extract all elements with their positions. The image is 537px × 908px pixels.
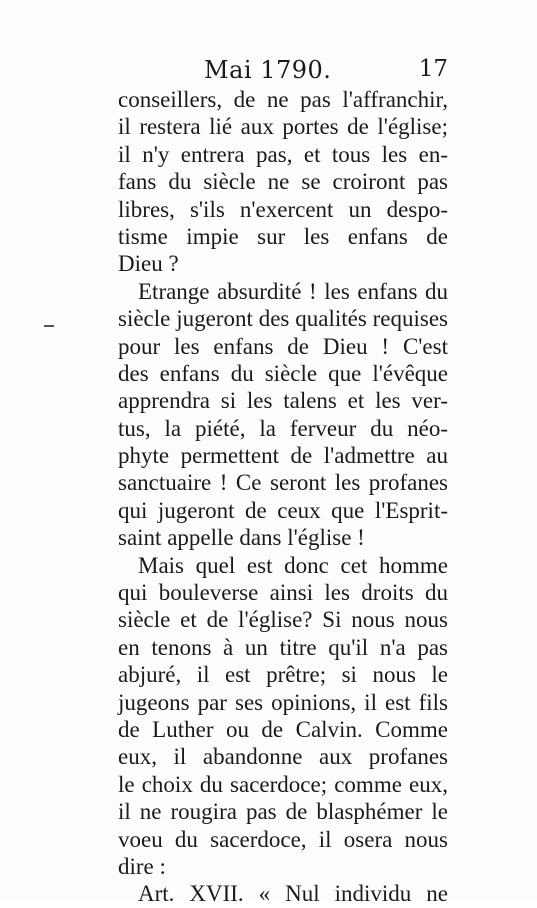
text-line: abjuré, il est prêtre; si nous le — [118, 662, 448, 688]
text-line: il restera lié aux portes de l'église; — [118, 114, 448, 140]
text-line: apprendra si les talens et les ver- — [118, 388, 448, 414]
text-line: libres, s'ils n'exercent un despo- — [118, 196, 448, 222]
text-line: il ne rougira pas de blasphémer le — [118, 799, 448, 825]
text-line: en tenons à un titre qu'il n'a pas — [118, 634, 448, 660]
text-line: siècle et de l'église? Si nous nous — [118, 607, 448, 633]
text-line: Dieu ? — [118, 251, 179, 277]
margin-mark — [44, 325, 54, 327]
text-line: il n'y entrera pas, et tous les en- — [118, 141, 448, 167]
text-line: Etrange absurdité ! les enfans du — [138, 278, 448, 304]
text-line: le choix du sacerdoce; comme eux, — [118, 771, 448, 797]
text-line: qui jugeront de ceux que l'Esprit- — [118, 497, 448, 523]
page-header — [118, 56, 448, 86]
text-line: pour les enfans de Dieu ! C'est — [118, 333, 448, 359]
text-line: conseillers, de ne pas l'affranchir, — [118, 87, 448, 112]
text-line: des enfans du siècle que l'évêque — [118, 360, 448, 386]
text-line: siècle jugeront des qualités requises — [118, 306, 448, 332]
text-line: dire : — [118, 853, 166, 879]
body-text — [118, 86, 448, 908]
text-line: sanctuaire ! Ce seront les profanes — [118, 470, 448, 496]
text-line: Mais quel est donc cet homme — [138, 552, 448, 578]
text-line: saint appelle dans l'église ! — [118, 525, 365, 551]
text-line: voeu du sacerdoce, il osera nous — [118, 826, 448, 852]
text-line: jugeons par ses opinions, il est fils — [118, 689, 448, 715]
text-line: Art. XVII. « Nul individu ne — [138, 881, 448, 907]
text-line: fans du siècle ne se croiront pas — [118, 169, 448, 195]
page-number: 17 — [418, 56, 448, 82]
text-line: tisme impie sur les enfans de — [118, 223, 448, 249]
text-line: eux, il abandonne aux profanes — [118, 744, 448, 770]
text-line: qui bouleverse ainsi les droits du — [118, 580, 448, 606]
running-head: Mai 1790. — [204, 56, 332, 84]
text-line: de Luther ou de Calvin. Comme — [118, 716, 448, 742]
text-line: tus, la piété, la ferveur du néo- — [118, 415, 448, 441]
text-line: phyte permettent de l'admettre au — [118, 443, 448, 469]
